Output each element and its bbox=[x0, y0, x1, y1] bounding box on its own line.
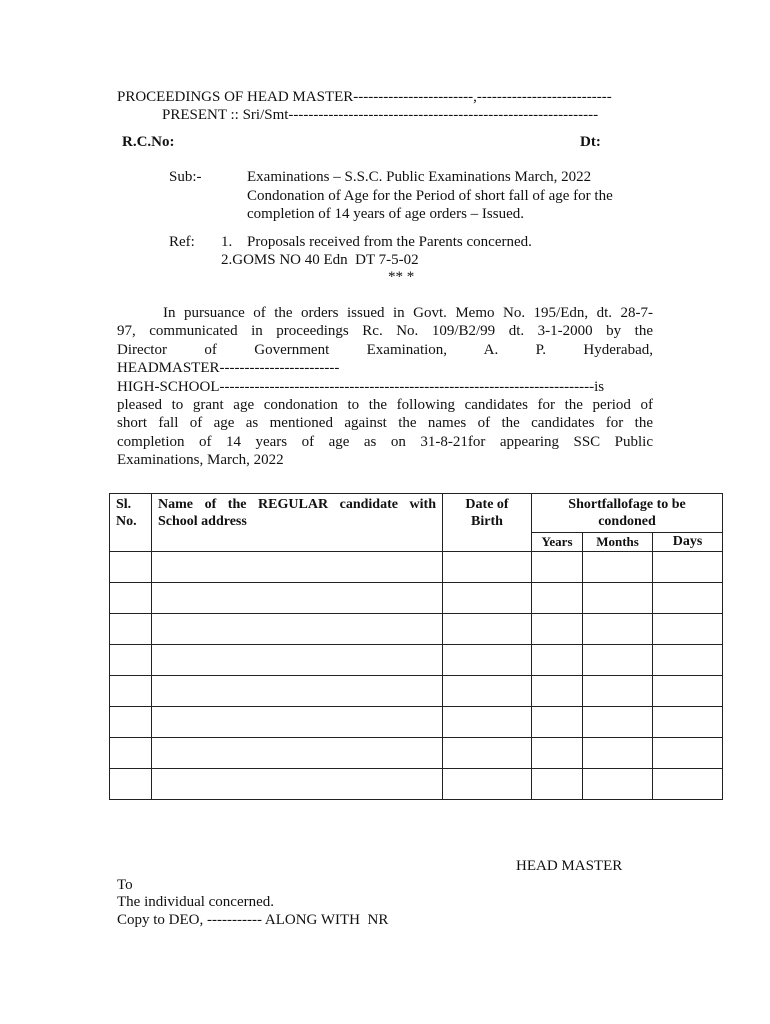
subject-line-3: completion of 14 years of age orders – Issued. bbox=[247, 206, 525, 222]
table-cell bbox=[583, 769, 653, 800]
body-line: HEADMASTER------------------------ bbox=[117, 360, 340, 377]
table-cell bbox=[532, 738, 583, 769]
signature-head-master: HEAD MASTER bbox=[516, 858, 623, 874]
col-header-name: Name of the REGULAR candidate with School address bbox=[152, 494, 443, 552]
body-line: pleased to grant age condonation to the following candidates for the period of bbox=[117, 397, 653, 414]
table-row bbox=[110, 769, 723, 800]
table-row bbox=[110, 676, 723, 707]
table-cell bbox=[532, 707, 583, 738]
table-cell bbox=[110, 769, 152, 800]
table-cell bbox=[152, 583, 443, 614]
table-cell bbox=[110, 552, 152, 583]
table-row bbox=[110, 614, 723, 645]
table-cell bbox=[152, 614, 443, 645]
table-cell bbox=[443, 738, 532, 769]
subject-line-2: Condonation of Age for the Period of short fall of age for the bbox=[247, 188, 613, 204]
ref-label: Ref: bbox=[169, 234, 195, 250]
body-line: Director of Government Examination, A. P. Hyderabad, bbox=[117, 341, 653, 358]
body-line: short fall of age as mentioned against the names of the candidates for the bbox=[117, 415, 653, 432]
table-cell bbox=[653, 552, 723, 583]
col-header-dob: Date of Birth bbox=[443, 494, 532, 552]
body-line: In pursuance of the orders issued in Govt. Memo No. 195/Edn, dt. 28-7- bbox=[163, 305, 653, 321]
table-row bbox=[110, 738, 723, 769]
table-cell bbox=[110, 676, 152, 707]
table-row bbox=[110, 552, 723, 583]
table-cell bbox=[110, 738, 152, 769]
table-cell bbox=[152, 676, 443, 707]
table-cell bbox=[532, 676, 583, 707]
col-header-sl: Sl. No. bbox=[110, 494, 152, 552]
table-row bbox=[110, 583, 723, 614]
ref-item-1: Proposals received from the Parents concerned. bbox=[247, 234, 532, 250]
table-row bbox=[110, 645, 723, 676]
table-cell bbox=[110, 614, 152, 645]
to-label: To bbox=[117, 877, 133, 893]
body-line: Examinations, March, 2022 bbox=[117, 452, 284, 469]
table-cell bbox=[532, 645, 583, 676]
table-cell bbox=[653, 614, 723, 645]
table-cell bbox=[110, 583, 152, 614]
table-cell bbox=[532, 552, 583, 583]
table-cell bbox=[532, 583, 583, 614]
table-cell bbox=[583, 707, 653, 738]
table-cell bbox=[152, 738, 443, 769]
sub-header-years: Years bbox=[532, 533, 583, 552]
table-row bbox=[110, 707, 723, 738]
table-cell bbox=[110, 645, 152, 676]
sub-header-months: Months bbox=[583, 533, 653, 552]
table-cell bbox=[653, 769, 723, 800]
rc-no-label: R.C.No: bbox=[122, 134, 175, 150]
table-cell bbox=[443, 583, 532, 614]
table-cell bbox=[152, 552, 443, 583]
table-cell bbox=[443, 769, 532, 800]
subject-line-1: Examinations – S.S.C. Public Examinations March, 2022 bbox=[247, 169, 592, 185]
table-cell bbox=[532, 614, 583, 645]
col-header-shortfall: Shortfallofage to be condoned bbox=[532, 494, 723, 533]
table-cell bbox=[653, 645, 723, 676]
table-cell bbox=[443, 676, 532, 707]
recipient-line: The individual concerned. bbox=[117, 894, 275, 910]
proceedings-title: PROCEEDINGS OF HEAD MASTER------------------------,--------------------------- bbox=[117, 89, 612, 105]
table-cell bbox=[110, 707, 152, 738]
date-label: Dt: bbox=[580, 134, 601, 150]
table-cell bbox=[583, 552, 653, 583]
body-line: HIGH-SCHOOL---------------------------------------------------------------------------is bbox=[117, 378, 605, 395]
subject-label: Sub:- bbox=[169, 169, 202, 185]
table-cell bbox=[152, 769, 443, 800]
copy-to-line: Copy to DEO, ----------- ALONG WITH NR bbox=[117, 912, 389, 928]
table-cell bbox=[152, 707, 443, 738]
table-cell bbox=[583, 676, 653, 707]
table-cell bbox=[443, 552, 532, 583]
candidates-table bbox=[109, 493, 723, 800]
table-cell bbox=[583, 738, 653, 769]
table-body bbox=[110, 552, 723, 800]
table-cell bbox=[583, 614, 653, 645]
ref-item-1-number: 1. bbox=[221, 234, 233, 250]
present-line: PRESENT :: Sri/Smt-------------------------------------------------------------- bbox=[162, 107, 599, 123]
table-cell bbox=[653, 676, 723, 707]
body-paragraph bbox=[117, 304, 653, 470]
ref-stars: ** * bbox=[388, 269, 415, 285]
sub-header-days: Days bbox=[653, 533, 723, 552]
ref-item-2: 2.GOMS NO 40 Edn DT 7-5-02 bbox=[221, 252, 419, 268]
table-cell bbox=[532, 769, 583, 800]
table-cell bbox=[653, 738, 723, 769]
body-line: completion of 14 years of age as on 31-8-21for appearing SSC Public bbox=[117, 433, 653, 450]
table-cell bbox=[443, 645, 532, 676]
table-cell bbox=[443, 707, 532, 738]
table-cell bbox=[653, 707, 723, 738]
table-cell bbox=[443, 614, 532, 645]
table-cell bbox=[583, 645, 653, 676]
table-cell bbox=[152, 645, 443, 676]
table-cell bbox=[583, 583, 653, 614]
body-line: 97, communicated in proceedings Rc. No. 109/B2/99 dt. 3-1-2000 by the bbox=[117, 323, 653, 340]
table-cell bbox=[653, 583, 723, 614]
